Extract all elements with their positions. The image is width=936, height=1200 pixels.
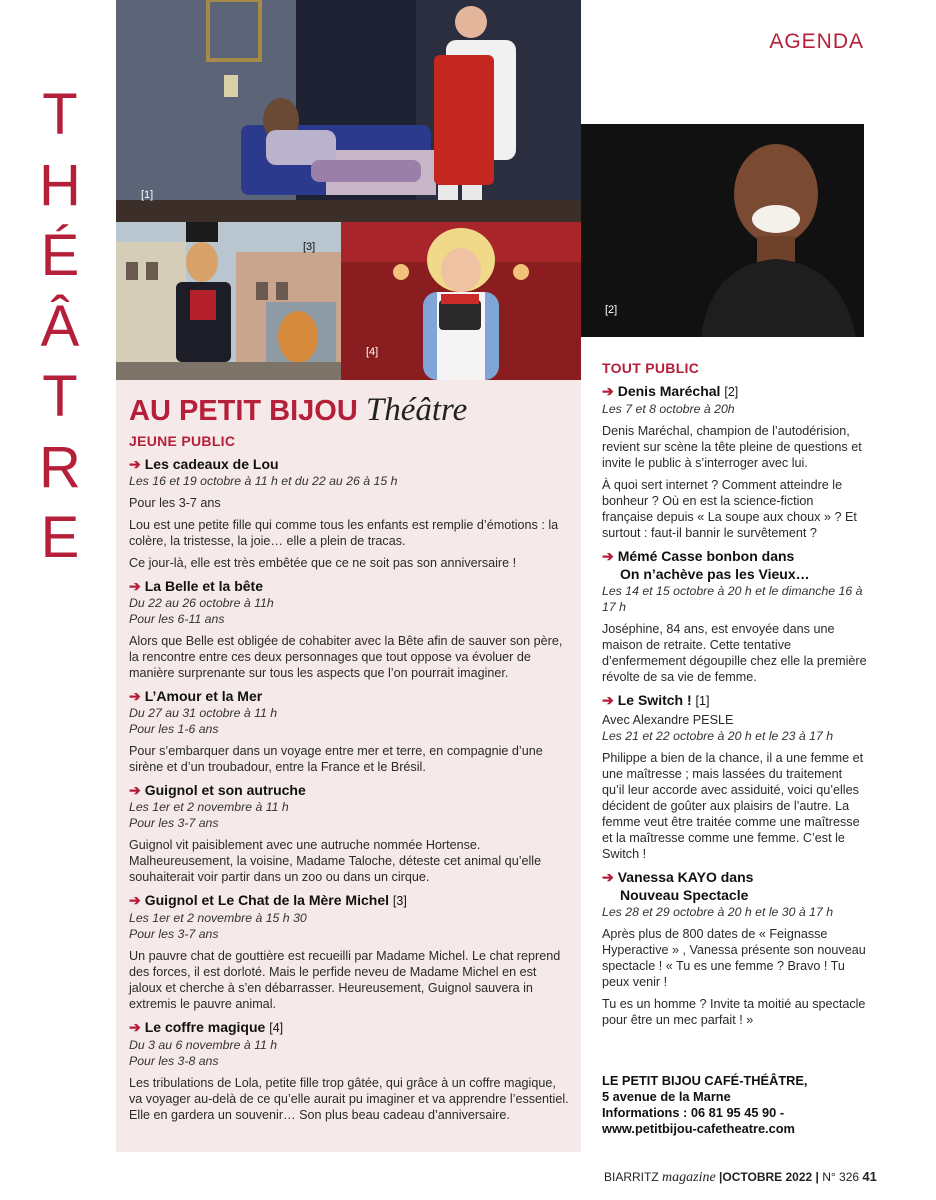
venue-name: LE PETIT BIJOU CAFÉ-THÉÂTRE, [602, 1073, 808, 1088]
footer-separator: | [815, 1170, 819, 1184]
section-heading: JEUNE PUBLIC [129, 433, 236, 449]
arrow-right-icon: ➔ [602, 383, 614, 399]
show-subtitle: Nouveau Spectacle [620, 887, 749, 903]
list-item [129, 891, 569, 1012]
show-title: La Belle et la bête [144, 578, 264, 594]
show-cast: Avec Alexandre PESLE [602, 713, 734, 727]
show-dates: Les 1er et 2 novembre à 15 h 30 [129, 911, 307, 925]
agenda-label: AGENDA [769, 30, 864, 53]
show-description: Pour s’embarquer dans un voyage entre mer et terre, en compagnie d’une sirène et d’un troubadour, entre la France et le Brésil. [129, 744, 543, 774]
arrow-right-icon: ➔ [602, 869, 614, 885]
vertical-letter: T [42, 82, 78, 147]
show-dates: Les 1er et 2 novembre à 11 h [129, 800, 289, 814]
arrow-right-icon: ➔ [129, 892, 141, 908]
show-description: Ce jour-là, elle est très embêtée que ce ne soit pas son anniversaire ! [129, 556, 517, 570]
title-main: AU PETIT BIJOU [129, 395, 358, 427]
show-description: Alors que Belle est obligée de cohabiter avec la Bête afin de sauver son père, la rencontre entre ces deux personnages que tout oppose va évoluer de manière surprenante sur tous les aspects que l’on pourrait imaginer. [129, 634, 563, 680]
photo-ref: [2] [724, 385, 739, 399]
show-subtitle: On n’achève pas les Vieux… [620, 566, 810, 582]
list-item [602, 868, 867, 1028]
arrow-right-icon: ➔ [129, 456, 141, 472]
show-age: Pour les 3-7 ans [129, 816, 219, 830]
show-age: Pour les 1-6 ans [129, 722, 219, 736]
arrow-right-icon: ➔ [129, 1019, 141, 1035]
show-dates: Du 27 au 31 octobre à 11 h [129, 706, 278, 720]
show-age: Pour les 3-8 ans [129, 1054, 219, 1068]
show-dates: Du 3 au 6 novembre à 11 h [129, 1038, 278, 1052]
list-item [129, 455, 569, 571]
photo-ref: [4] [269, 1021, 284, 1035]
page-footer [604, 1169, 877, 1186]
show-title: Les cadeaux de Lou [144, 456, 279, 472]
show-description: Guignol vit paisiblement avec une autruche nommée Hortense. Malheureusement, la voisine, Madame Taloche, déteste cet animal qu’elle souhaiterait voir partir dans un zoo ou dans un cirque. [129, 838, 542, 884]
show-description: Après plus de 800 dates de « Feignasse Hyperactive » , Vanessa présente son nouveau spectacle ! « Tu es une femme ? Bravo ! Tu peux venir ! [602, 927, 866, 989]
show-title: Denis Maréchal [617, 383, 721, 399]
vertical-section-title [30, 80, 90, 574]
show-title: L’Amour et la Mer [144, 688, 263, 704]
venue-phone: Informations : 06 81 95 45 90 - [602, 1105, 785, 1120]
show-title: Guignol et son autruche [144, 782, 306, 798]
vertical-letter: É [40, 223, 80, 288]
show-dates: Les 7 et 8 octobre à 20h [602, 402, 735, 416]
tout-public-column [602, 360, 867, 1028]
show-title: Mémé Casse bonbon dans [617, 548, 795, 564]
footer-separator: | [719, 1170, 723, 1184]
photo-ref: [1] [695, 694, 710, 708]
venue-address: 5 avenue de la Marne [602, 1089, 731, 1104]
show-description: Lou est une petite fille qui comme tous les enfants est remplie d’émotions : la colère, la tristesse, la joie… elle a plein de tracas. [129, 518, 559, 548]
vertical-letter: R [39, 434, 81, 500]
show-title: Vanessa KAYO dans [617, 869, 754, 885]
photo-le-switch [116, 0, 581, 222]
footer-magazine: magazine [662, 1170, 716, 1185]
show-title: Le coffre magique [144, 1019, 266, 1035]
arrow-right-icon: ➔ [129, 688, 141, 704]
show-description: Joséphine, 84 ans, est envoyée dans une maison de retraite. Cette tentative d’enfermement dégoupille chez elle la première révolte de sa vie de femme. [602, 622, 867, 684]
show-description: Les tribulations de Lola, petite fille trop gâtée, qui grâce à un coffre magique, va voyager au-delà de ce qu’elle aurait pu imaginer et va apprendre l’essentiel. Elle en gardera un souvenir… Son plus beau cadeau d’anniversaire. [129, 1076, 569, 1122]
page-title [129, 392, 467, 429]
photo-caption: [2] [605, 304, 618, 316]
show-description: Un pauvre chat de gouttière est recueilli par Madame Michel. Le chat reprend des forces, il est dorloté. Mais le perfide neveu de Madame Michel en est jaloux et cherche à s’en débarrasser. Heureusement, Guignol sauvera in extremis le pauvre animal. [129, 949, 561, 1011]
vertical-letter: E [40, 505, 80, 570]
show-title: Le Switch ! [617, 692, 692, 708]
photo-caption: [4] [366, 346, 379, 358]
arrow-right-icon: ➔ [129, 782, 141, 798]
page-number: 41 [862, 1169, 877, 1184]
show-age: Pour les 3-7 ans [129, 496, 221, 510]
list-item [129, 577, 569, 681]
show-dates: Les 16 et 19 octobre à 11 h et du 22 au 26 à 15 h [129, 474, 398, 488]
show-dates: Les 28 et 29 octobre à 20 h et le 30 à 17 h [602, 905, 834, 919]
list-item [129, 687, 569, 775]
show-title: Guignol et Le Chat de la Mère Michel [144, 892, 389, 908]
show-description: Denis Maréchal, champion de l’autodérision, revient sur scène la tête pleine de questions et invite le public à s’interroger avec lui. [602, 424, 862, 470]
venue-website[interactable]: www.petitbijou-cafetheatre.com [602, 1121, 795, 1136]
list-item [602, 691, 867, 862]
title-script: Théâtre [365, 392, 468, 428]
show-description: Philippe a bien de la chance, il a une femme et une maîtresse ; mais lassées du traitement qu’il leur accorde avec assiduité, voici qu’elles décident de goûter aux plaisirs de l’autre. La femme veut être traitée comme une maîtresse et la maîtresse comme une femme. C’est le Switch ! [602, 751, 864, 861]
footer-city: BIARRITZ [604, 1170, 659, 1184]
list-item [602, 547, 867, 685]
arrow-right-icon: ➔ [602, 548, 614, 564]
vertical-letter: T [42, 364, 78, 429]
show-age: Pour les 6-11 ans [129, 612, 225, 626]
list-item [602, 382, 867, 541]
show-description: Tu es un homme ? Invite ta moitié au spectacle pour être un mec parfait ! » [602, 997, 866, 1027]
show-description: À quoi sert internet ? Comment atteindre le bonheur ? Où en est la science-fiction française depuis « La soupe aux choux » ? Et surtout : faut-il bannir le survêtement ? [602, 478, 857, 540]
vertical-letter: Â [40, 293, 80, 359]
arrow-right-icon: ➔ [602, 692, 614, 708]
section-heading: TOUT PUBLIC [602, 360, 700, 376]
photo-caption: [3] [303, 241, 316, 253]
jeune-public-column [129, 433, 569, 1123]
photo-denis-marechal [581, 124, 864, 337]
venue-contact [602, 1073, 807, 1137]
list-item [129, 781, 569, 885]
photo-ref: [3] [392, 894, 407, 908]
arrow-right-icon: ➔ [129, 578, 141, 594]
show-age: Pour les 3-7 ans [129, 927, 219, 941]
show-dates: Les 21 et 22 octobre à 20 h et le 23 à 17 h [602, 729, 834, 743]
show-dates: Les 14 et 15 octobre à 20 h et le dimanche 16 à 17 h [602, 584, 863, 614]
vertical-letter: H [39, 152, 81, 218]
photo-caption: [1] [141, 189, 154, 201]
footer-month: OCTOBRE 2022 [722, 1170, 813, 1184]
list-item [129, 1018, 569, 1123]
show-dates: Du 22 au 26 octobre à 11h [129, 596, 274, 610]
footer-issue: N° 326 [822, 1170, 860, 1184]
